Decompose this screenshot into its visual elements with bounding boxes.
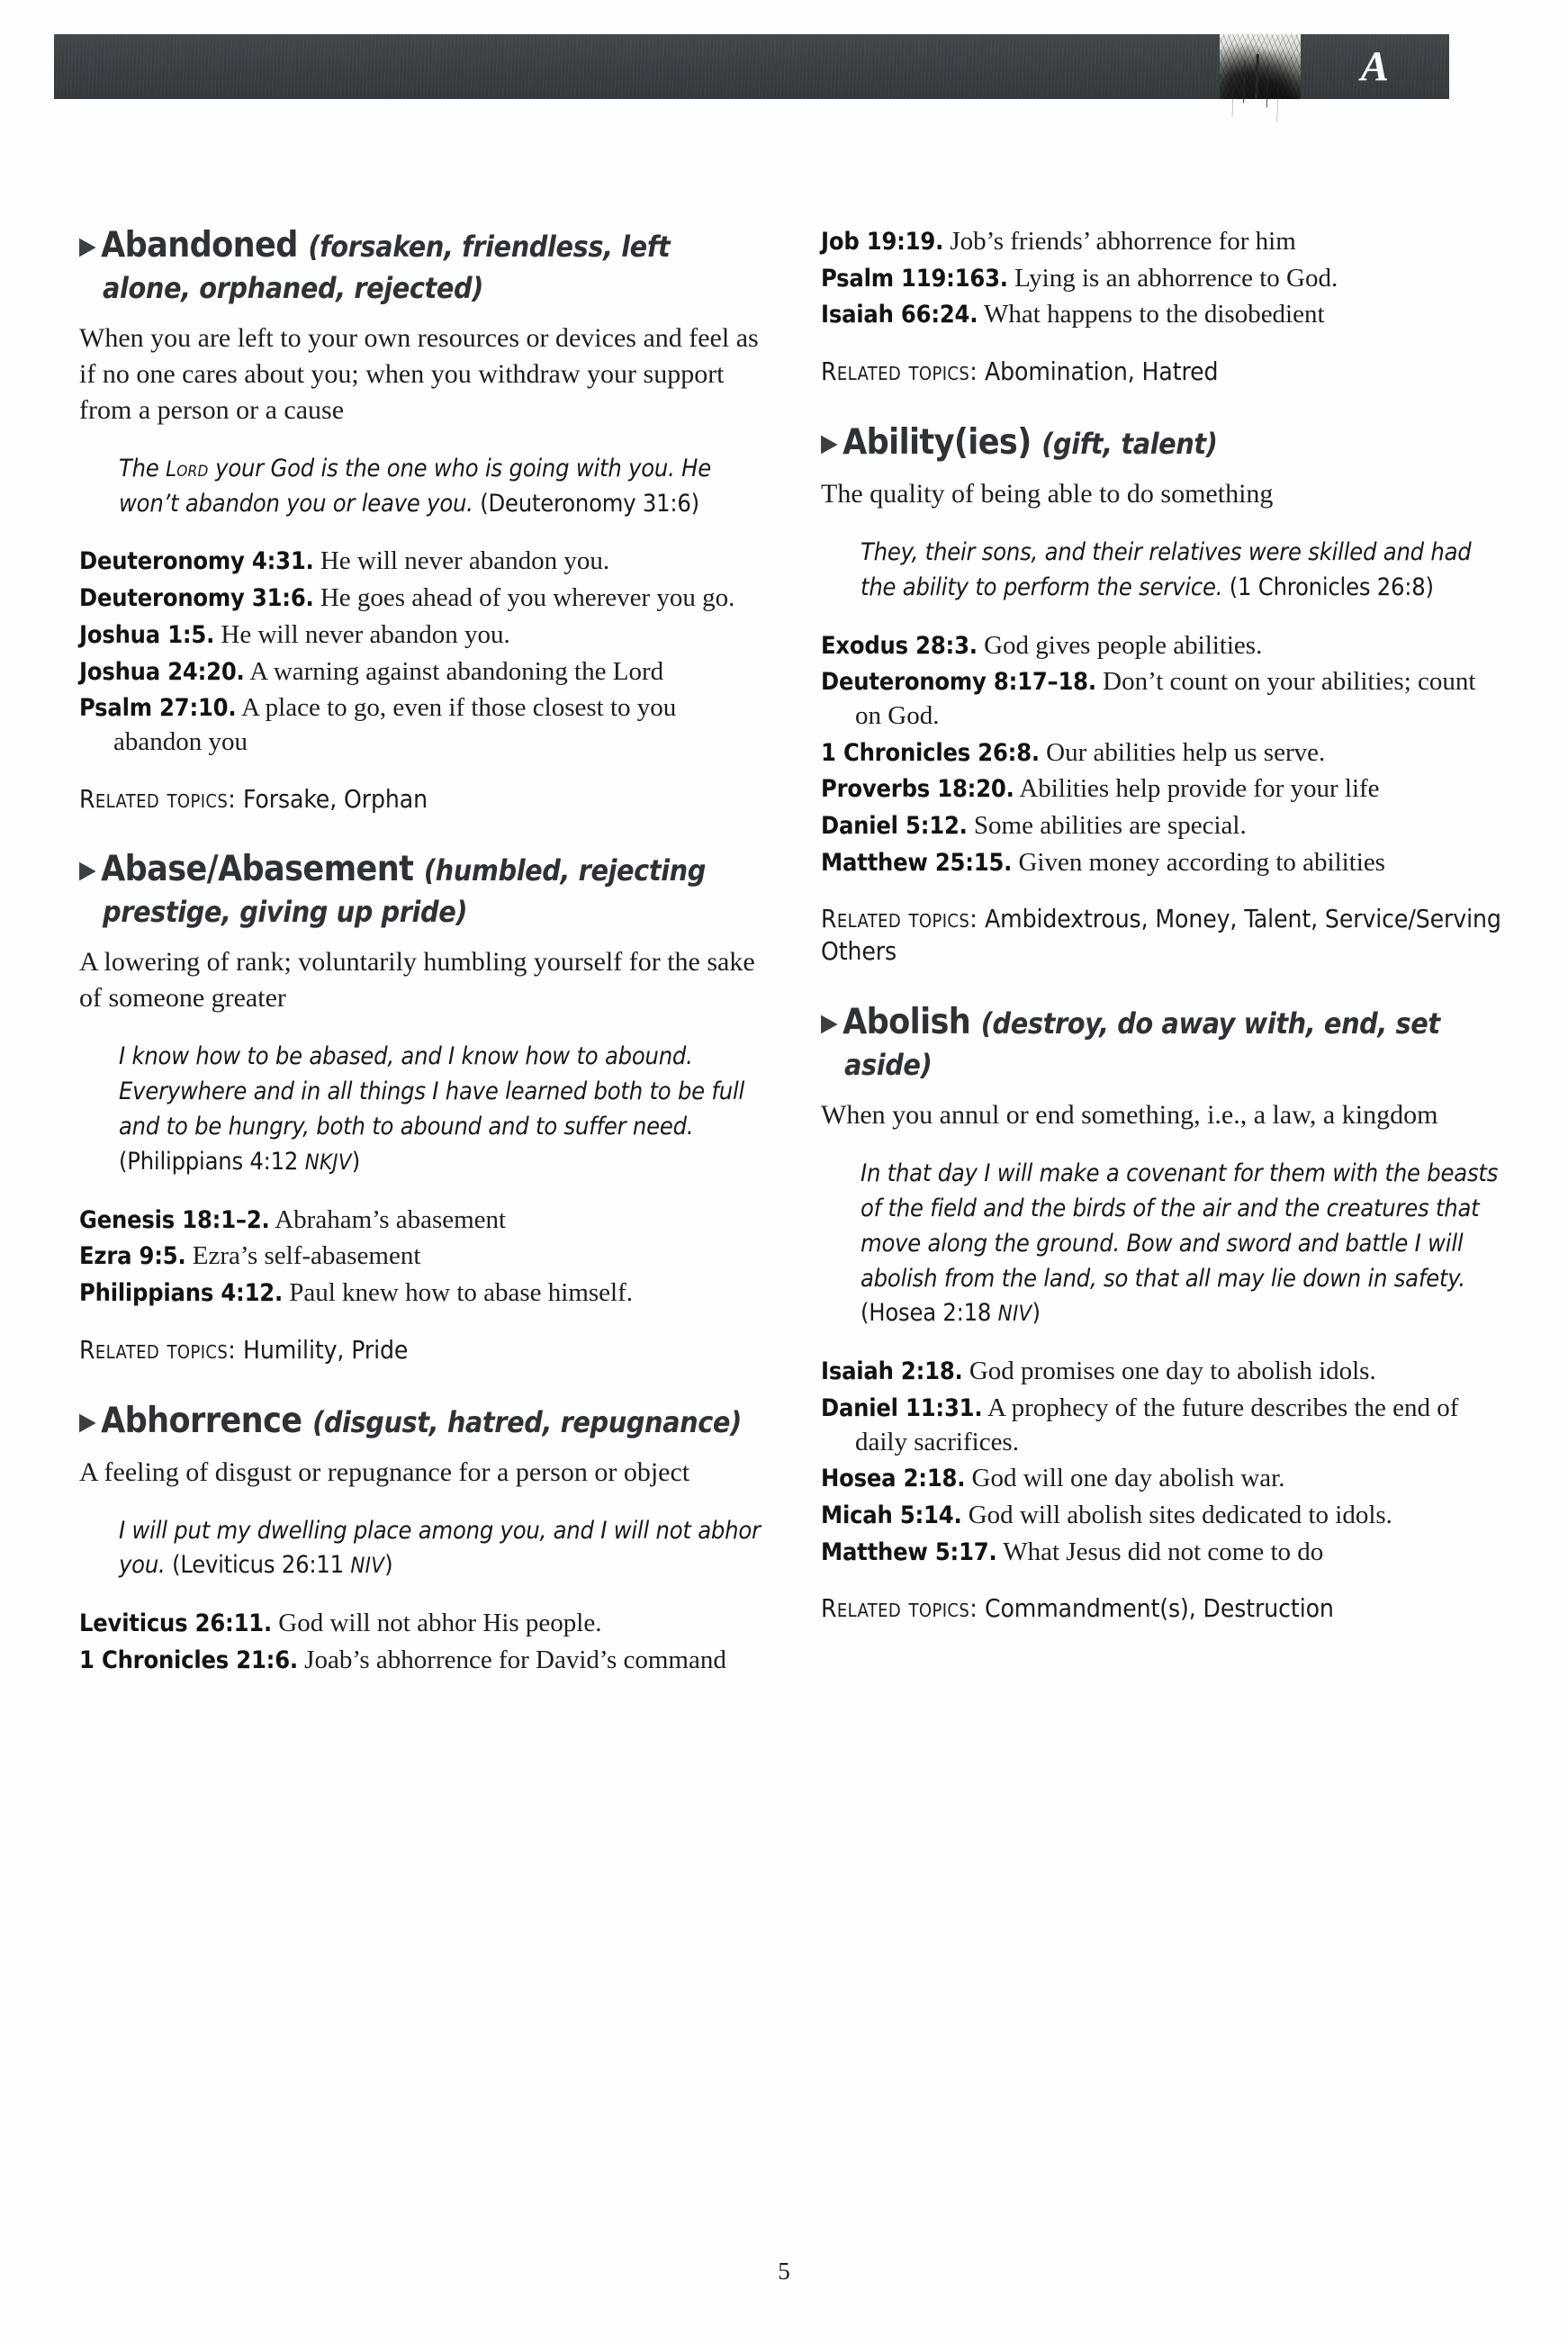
entry-definition: A lowering of rank; voluntarily humbling yourself for the sake of someone greater [79, 947, 755, 1014]
scripture-reference-citation: Philippians 4:12. [79, 1279, 283, 1308]
related-topics [821, 1592, 1505, 1625]
scripture-reference-citation: Job 19:19. [821, 228, 944, 256]
continued-reference-list [821, 225, 1505, 332]
divine-name-smallcaps: Lord [166, 455, 209, 482]
dictionary-entry [821, 422, 1505, 968]
bible-version-label: NIV [997, 1301, 1032, 1327]
triangle-bullet-icon: ▶ [821, 1009, 838, 1038]
entry-term: Ability(ies) [843, 421, 1032, 463]
scripture-reference-item [79, 618, 763, 653]
scripture-reference-citation: Deuteronomy 8:17–18. [821, 668, 1096, 697]
scripture-reference-text: Ezra’s self-abasement [192, 1241, 421, 1271]
scripture-reference-citation: Micah 5:14. [821, 1501, 962, 1530]
page-number: 5 [778, 2258, 790, 2285]
dictionary-entry [79, 1401, 763, 1678]
scripture-reference-citation: Matthew 5:17. [821, 1537, 997, 1566]
entry-headword [821, 422, 1505, 464]
scripture-reference-text: A place to go, even if those closest to you abandon you [113, 693, 677, 756]
entry-term: Abolish [843, 1002, 971, 1043]
related-topics-label: Related topics: [821, 1593, 978, 1624]
scripture-reference-item [821, 1462, 1505, 1496]
scripture-reference-item [79, 581, 763, 616]
scripture-reference-item [821, 1536, 1505, 1570]
scripture-reference-text: Lying is an abhorrence to God. [1014, 263, 1338, 293]
related-topics [79, 783, 763, 816]
scripture-reference-citation: Genesis 18:1–2. [79, 1205, 270, 1234]
scripture-reference-text: God will abolish sites dedicated to idols. [968, 1501, 1392, 1530]
tree-photo-icon [1220, 34, 1301, 99]
related-topics-label: Related topics: [79, 783, 237, 814]
scripture-reference-citation: Matthew 25:15. [821, 848, 1013, 877]
scripture-quote: I will put my dwelling place among you, and I will not abhor you. (Leviticus 26:11 NIV) [119, 1516, 761, 1580]
scripture-reference-text: God promises one day to abolish idols. [969, 1357, 1376, 1386]
scripture-reference-citation: 1 Chronicles 26:8. [821, 738, 1040, 767]
scripture-reference-item [79, 1607, 763, 1641]
entry-headword [79, 1401, 763, 1442]
entry-definition: When you annul or end something, i.e., a law, a kingdom [821, 1100, 1438, 1131]
scripture-reference-item [79, 1644, 763, 1678]
scripture-reference-text: Our abilities help us serve. [1046, 737, 1326, 767]
scripture-reference-item [821, 736, 1505, 771]
scripture-reference-citation: Joshua 1:5. [79, 620, 215, 649]
scripture-reference-text: God will one day abolish war. [971, 1464, 1285, 1493]
entry-synonyms: (destroy, do away with, end, set aside) [844, 1006, 1440, 1083]
scripture-reference-text: He goes ahead of you wherever you go. [320, 583, 735, 613]
entry-definition: When you are left to your own resources or devices and feel as if no one cares about you; when you withdraw your support from a person or a cause [79, 323, 759, 425]
quote-citation: (Leviticus 26:11 NIV) [172, 1551, 393, 1580]
scripture-reference-citation: Daniel 5:12. [821, 811, 968, 840]
header-bar [54, 34, 1220, 99]
related-topics-label: Related topics: [821, 904, 978, 934]
scripture-reference-citation: Deuteronomy 31:6. [79, 584, 314, 613]
entry-term: Abase/Abasement [101, 849, 414, 890]
scripture-quote: The Lord your God is the one who is going with you. He won’t abandon you or leave you. (Deuteronomy 31:6) [119, 454, 711, 518]
scripture-reference-citation: Ezra 9:5. [79, 1242, 186, 1271]
triangle-bullet-icon: ▶ [79, 856, 96, 885]
scripture-reference-citation: Daniel 11:31. [821, 1394, 983, 1422]
quote-citation: (Hosea 2:18 NIV) [861, 1299, 1041, 1328]
scripture-reference-item [821, 1392, 1505, 1459]
scripture-reference-item [79, 1240, 763, 1274]
entry-synonyms: (gift, talent) [1041, 426, 1218, 461]
right-column [821, 225, 1505, 1701]
scripture-reference-citation: Exodus 28:3. [821, 631, 978, 660]
scripture-reference-citation: Deuteronomy 4:31. [79, 547, 314, 576]
scripture-reference-item [821, 225, 1505, 259]
entry-term: Abandoned [101, 225, 298, 266]
scripture-quote: They, their sons, and their relatives were skilled and had the ability to perform the service. (1 Chronicles 26:8) [861, 537, 1472, 601]
scripture-reference-item [821, 809, 1505, 843]
scripture-reference-item [79, 545, 763, 579]
scripture-quote: In that day I will make a covenant for them with the beasts of the field and the birds of the air and the creatures that move along the ground. Bow and sword and battle I will abolish from the land, so that all may lie down in safety. (Hosea 2:18 NIV) [861, 1158, 1499, 1328]
scripture-reference-text: He will never abandon you. [221, 619, 510, 649]
scripture-reference-item [79, 655, 763, 690]
related-topics-values: Ambidextrous, Money, Talent, Service/Serving Others [821, 904, 1501, 967]
entry-headword [79, 849, 763, 932]
entry-reference-list [79, 1204, 763, 1311]
scripture-reference-item [79, 1276, 763, 1311]
entry-definition: The quality of being able to do something [821, 478, 1274, 509]
quote-citation: (Philippians 4:12 NKJV) [119, 1147, 361, 1176]
dictionary-entry [79, 225, 763, 815]
dictionary-entry [79, 849, 763, 1366]
entry-headword [79, 225, 763, 308]
scripture-reference-text: Given money according to abilities [1018, 847, 1385, 877]
related-topics-values: Commandment(s), Destruction [985, 1593, 1334, 1624]
related-topics [79, 1334, 763, 1366]
letter-tab-label: A [1360, 42, 1390, 90]
scripture-reference-citation: Isaiah 66:24. [821, 301, 978, 329]
scripture-reference-citation: 1 Chronicles 21:6. [79, 1645, 298, 1674]
scripture-reference-text: God gives people abilities. [984, 630, 1263, 660]
entry-definition: A feeling of disgust or repugnance for a person or object [79, 1456, 690, 1487]
scripture-reference-text: Abraham’s abasement [275, 1204, 507, 1234]
scripture-reference-item [821, 298, 1505, 332]
quote-citation: (Deuteronomy 31:6) [480, 489, 699, 518]
scripture-reference-text: He will never abandon you. [320, 546, 610, 576]
scripture-reference-text: A warning against abandoning the Lord [249, 656, 664, 686]
entry-synonyms: (humbled, rejecting prestige, giving up pride) [103, 853, 706, 930]
scripture-reference-citation: Hosea 2:18. [821, 1465, 966, 1493]
scripture-reference-citation: Psalm 27:10. [79, 694, 237, 723]
quote-citation: (1 Chronicles 26:8) [1229, 572, 1434, 601]
scripture-reference-text: Don’t count on your abilities; count on God. [855, 667, 1476, 730]
entry-reference-list [79, 545, 763, 759]
entry-reference-list [79, 1607, 763, 1677]
dictionary-entry [821, 1002, 1505, 1625]
related-topics [821, 903, 1505, 968]
related-topics [821, 356, 1505, 388]
scripture-quote: I know how to be abased, and I know how to abound. Everywhere and in all things I have learned both to be full and to be hungry, both to abound and to suffer need. (Philippians 4:12 NKJV) [119, 1042, 745, 1176]
letter-tab [1301, 34, 1449, 99]
scripture-reference-text: Paul knew how to abase himself. [289, 1278, 634, 1308]
scripture-reference-text: Some abilities are special. [973, 810, 1247, 840]
related-topics-values: Forsake, Orphan [243, 783, 428, 814]
related-topics-values: Humility, Pride [243, 1334, 409, 1365]
scripture-reference-citation: Joshua 24:20. [79, 657, 245, 686]
scripture-reference-item [821, 262, 1505, 296]
related-topics-values: Abomination, Hatred [985, 356, 1219, 387]
scripture-reference-item [821, 1355, 1505, 1389]
scripture-reference-citation: Proverbs 18:20. [821, 775, 1014, 804]
related-topics-label: Related topics: [821, 356, 978, 387]
scripture-reference-text: What Jesus did not come to do [1003, 1537, 1324, 1566]
scripture-reference-text: A prophecy of the future describes the end of daily sacrifices. [855, 1393, 1459, 1456]
entry-headword [821, 1002, 1505, 1085]
scripture-reference-text: Job’s friends’ abhorrence for him [950, 227, 1296, 256]
scripture-reference-text: Abilities help provide for your life [1019, 774, 1380, 804]
bible-version-label: NIV [350, 1553, 385, 1579]
scripture-reference-text: Joab’s abhorrence for David’s command [304, 1645, 726, 1674]
scripture-reference-item [821, 772, 1505, 807]
entry-synonyms: (disgust, hatred, repugnance) [312, 1404, 742, 1439]
page-header-banner [54, 34, 1449, 99]
entry-synonyms: (forsaken, friendless, left alone, orphaned, rejected) [103, 230, 671, 306]
scripture-reference-item [79, 1204, 763, 1238]
scripture-reference-citation: Isaiah 2:18. [821, 1357, 963, 1386]
triangle-bullet-icon: ▶ [821, 428, 838, 457]
scripture-reference-item [821, 629, 1505, 663]
scripture-reference-text: God will not abhor His people. [278, 1609, 602, 1638]
scripture-reference-text: What happens to the disobedient [984, 300, 1325, 329]
scripture-reference-citation: Leviticus 26:11. [79, 1609, 272, 1638]
scripture-reference-item [821, 665, 1505, 733]
scripture-reference-item [821, 1499, 1505, 1533]
triangle-bullet-icon: ▶ [79, 1407, 96, 1436]
left-column [79, 225, 763, 1701]
scripture-reference-citation: Psalm 119:163. [821, 264, 1008, 293]
entry-term: Abhorrence [101, 1400, 302, 1441]
scripture-reference-item [821, 846, 1505, 880]
scripture-reference-item [79, 691, 763, 759]
page-columns [0, 225, 1568, 1701]
entry-reference-list [821, 1355, 1505, 1569]
triangle-bullet-icon: ▶ [79, 232, 96, 260]
entry-reference-list [821, 629, 1505, 880]
bible-version-label: NKJV [304, 1149, 352, 1175]
related-topics-label: Related topics: [79, 1334, 237, 1365]
